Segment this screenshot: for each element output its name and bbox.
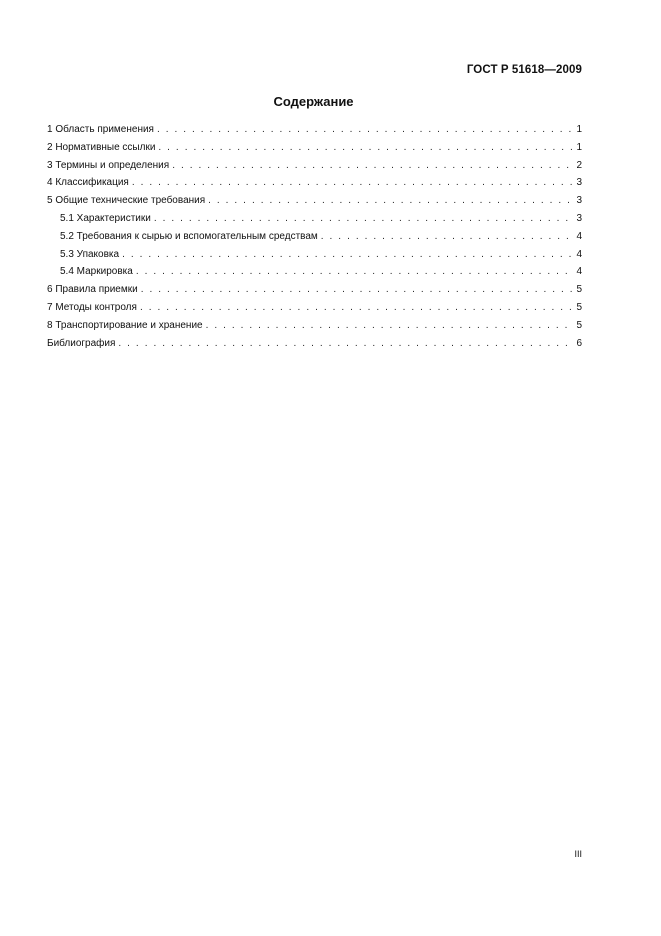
toc-item-classification[interactable] — [47, 174, 582, 192]
toc-item-marking[interactable] — [47, 263, 582, 281]
toc-leader-dots — [136, 263, 572, 281]
toc-item-raw-materials[interactable] — [47, 228, 582, 246]
toc-item-page: 3 — [576, 212, 582, 224]
toc-item-label: 3 Термины и определения — [47, 159, 170, 171]
table-of-contents — [47, 121, 582, 352]
toc-item-bibliography[interactable] — [47, 335, 582, 353]
toc-item-label: 6 Правила приемки — [47, 284, 138, 296]
toc-item-label: 5.3 Упаковка — [60, 248, 120, 260]
toc-item-acceptance-rules[interactable] — [47, 281, 582, 299]
toc-item-page: 6 — [576, 337, 582, 349]
toc-item-page: 1 — [576, 141, 582, 153]
toc-item-page: 3 — [576, 195, 582, 207]
toc-item-terms[interactable] — [47, 157, 582, 175]
toc-leader-dots — [172, 157, 572, 175]
toc-leader-dots — [140, 299, 572, 317]
toc-leader-dots — [154, 210, 572, 228]
toc-leader-dots — [157, 121, 572, 139]
toc-item-page: 4 — [576, 230, 582, 242]
toc-item-transport-storage[interactable] — [47, 317, 582, 335]
toc-title: Содержание — [273, 94, 354, 109]
toc-item-page: 4 — [576, 248, 582, 260]
toc-item-page: 3 — [576, 177, 582, 189]
toc-item-page: 1 — [576, 124, 582, 135]
toc-leader-dots — [321, 228, 572, 246]
toc-item-test-methods[interactable] — [47, 299, 582, 317]
page-number: III — [574, 849, 582, 859]
toc-item-packaging[interactable] — [47, 246, 582, 264]
toc-item-page: 5 — [576, 301, 582, 313]
toc-leader-dots — [206, 317, 572, 335]
toc-leader-dots — [118, 335, 572, 353]
toc-item-label: 5 Общие технические требования — [47, 195, 206, 207]
toc-item-label: 7 Методы контроля — [47, 301, 137, 313]
toc-item-label: 5.4 Маркировка — [60, 266, 133, 278]
toc-item-page: 4 — [576, 266, 582, 278]
toc-item-scope[interactable] — [47, 121, 582, 139]
toc-leader-dots — [132, 174, 572, 192]
document-code: ГОСТ Р 51618—2009 — [466, 64, 582, 76]
toc-item-label: 4 Классификация — [47, 177, 129, 189]
toc-item-label: 5.1 Характеристики — [60, 212, 151, 224]
toc-item-page: 2 — [576, 159, 582, 171]
toc-leader-dots — [158, 139, 572, 157]
toc-item-label: 5.2 Требования к сырью и вспомогательным средствам — [60, 230, 318, 242]
toc-leader-dots — [141, 281, 572, 299]
toc-item-label: 1 Область применения — [47, 124, 154, 135]
toc-item-label: 2 Нормативные ссылки — [47, 141, 156, 153]
toc-item-page: 5 — [576, 284, 582, 296]
toc-item-general-requirements[interactable] — [47, 192, 582, 210]
toc-item-label: Библиография — [47, 337, 116, 349]
toc-item-label: 8 Транспортирование и хранение — [47, 319, 203, 331]
toc-leader-dots — [122, 246, 572, 264]
toc-item-characteristics[interactable] — [47, 210, 582, 228]
toc-leader-dots — [208, 192, 572, 210]
toc-item-normative-references[interactable] — [47, 139, 582, 157]
toc-item-page: 5 — [576, 319, 582, 331]
